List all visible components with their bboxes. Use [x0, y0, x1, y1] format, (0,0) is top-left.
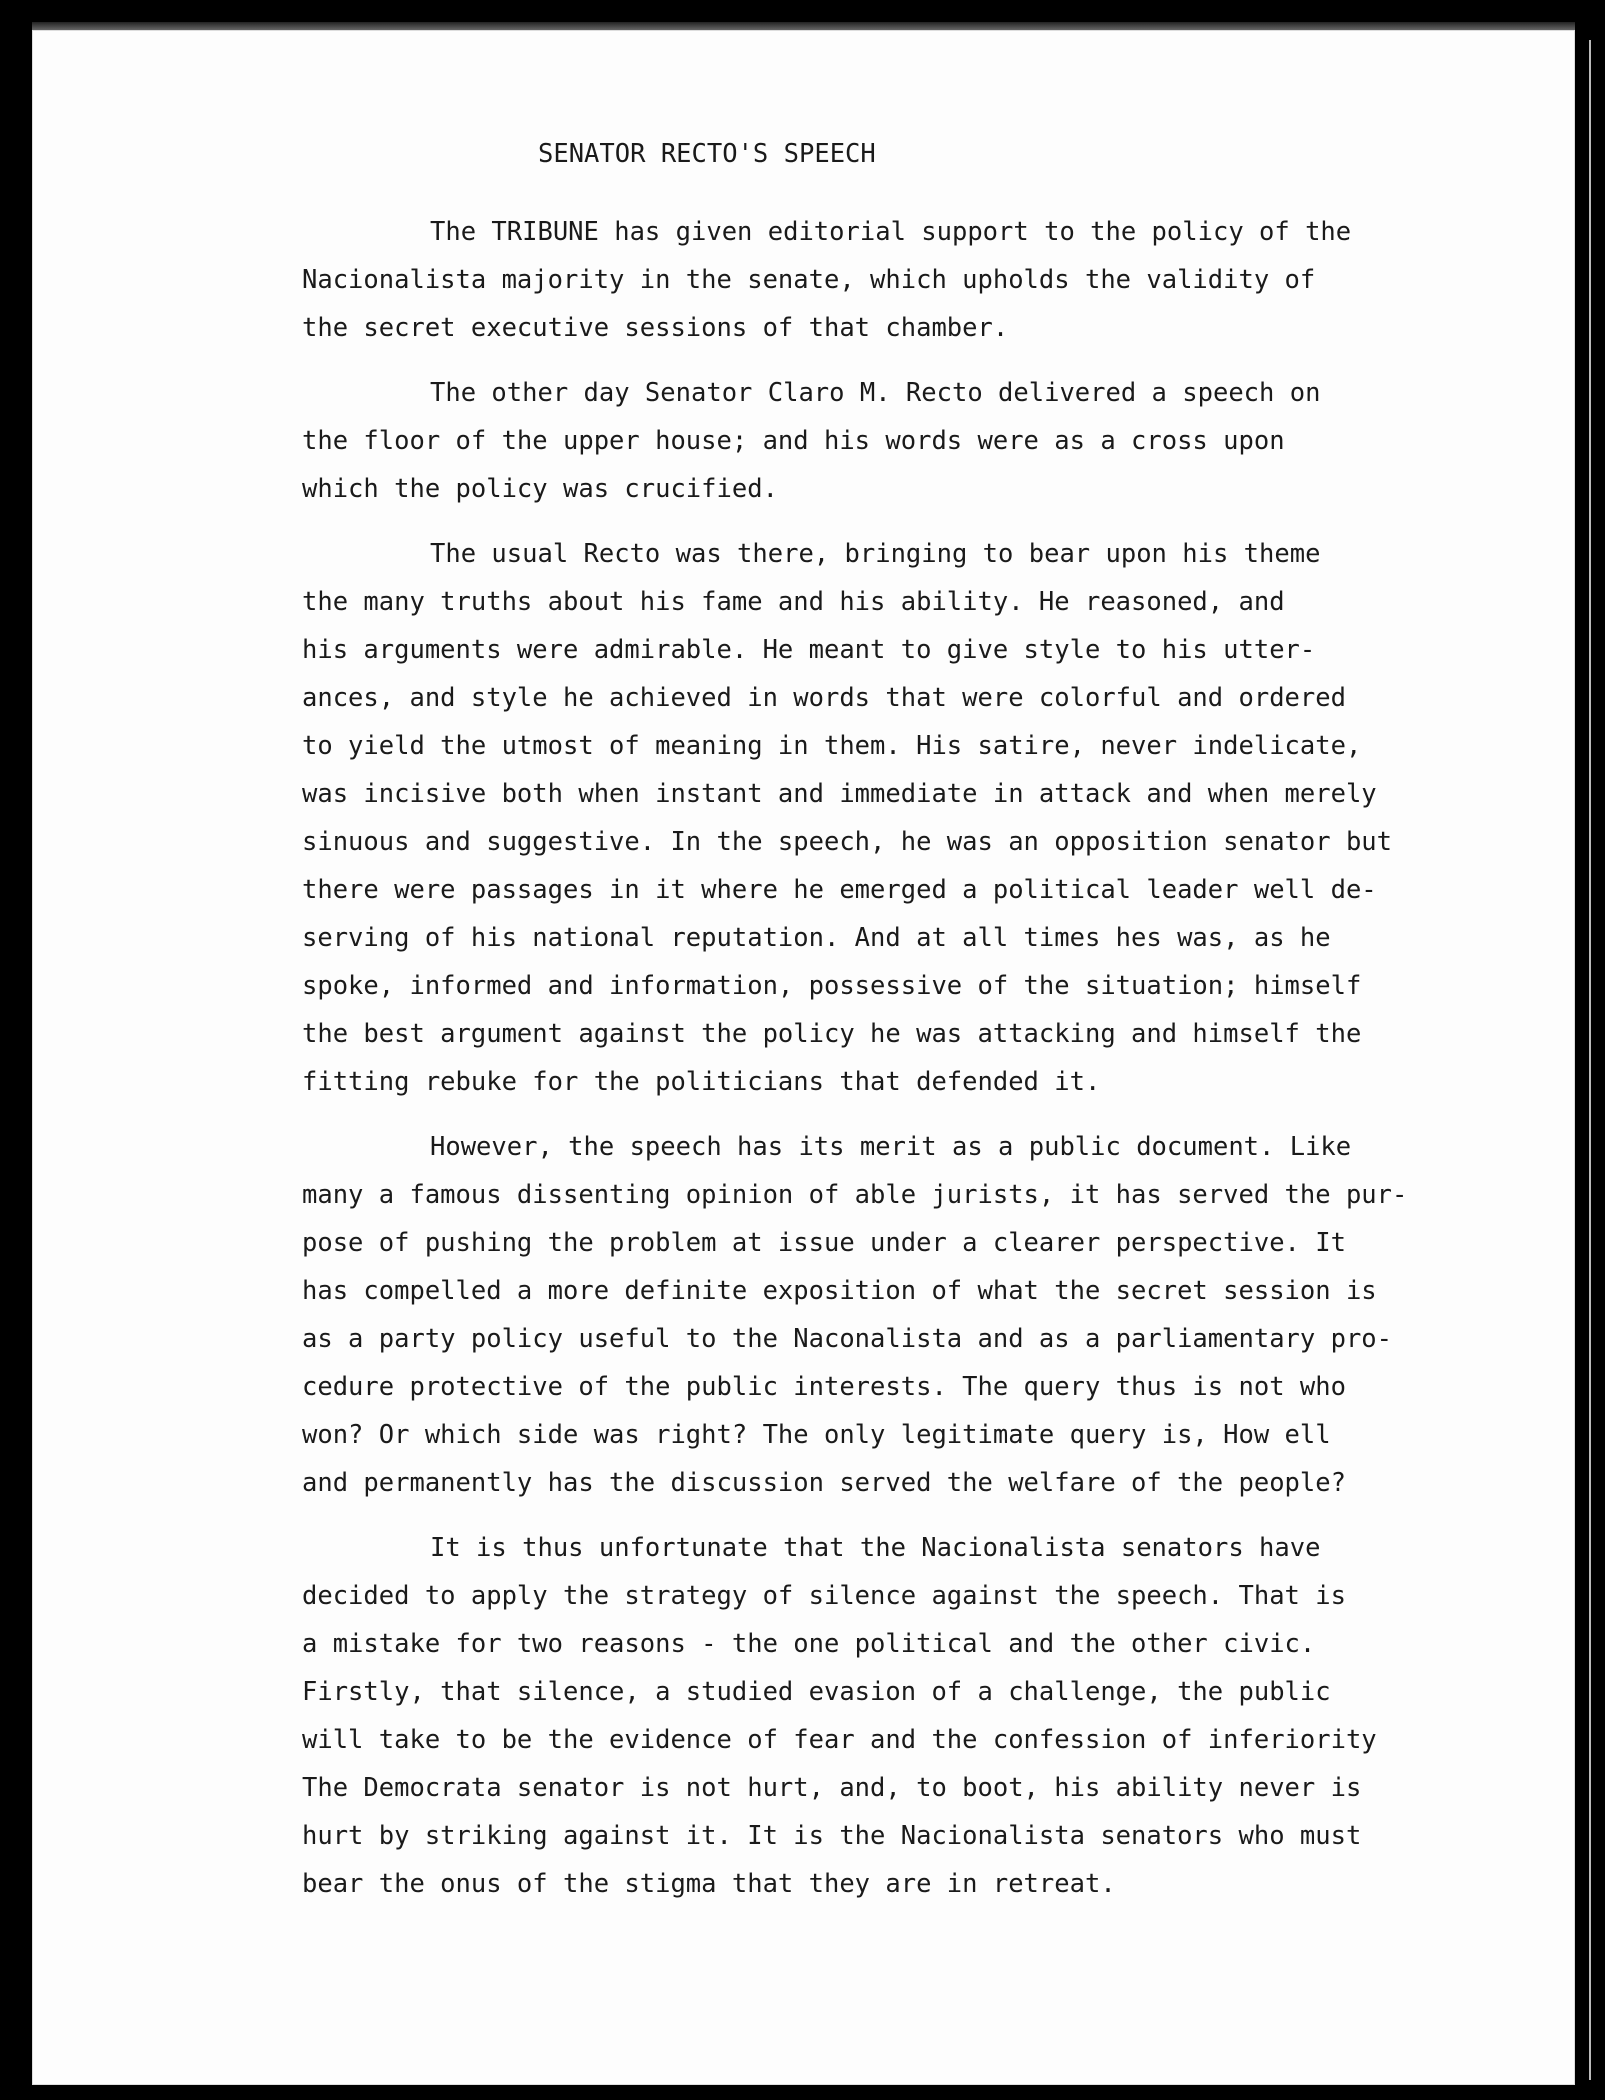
- text-line: The Democrata senator is not hurt, and, to boot, his ability never is: [302, 1773, 1362, 1803]
- text-line: The usual Recto was there, bringing to bear upon his theme: [430, 539, 1321, 569]
- text-line: won? Or which side was right? The only legitimate query is, How ell: [302, 1420, 1331, 1450]
- text-line: The other day Senator Claro M. Recto delivered a speech on: [430, 378, 1321, 408]
- text-line: the secret executive sessions of that chamber.: [302, 313, 1009, 343]
- text-line: fitting rebuke for the politicians that defended it.: [302, 1067, 1101, 1097]
- text-line: sinuous and suggestive. In the speech, he was an opposition senator but: [302, 827, 1393, 857]
- document-title: SENATOR RECTO'S SPEECH: [538, 139, 876, 169]
- document-body: [302, 130, 1462, 1925]
- paragraph-2: [302, 369, 1462, 513]
- text-line: which the policy was crucified.: [302, 474, 778, 504]
- text-line: spoke, informed and information, possessive of the situation; himself: [302, 971, 1362, 1001]
- text-line: decided to apply the strategy of silence against the speech. That is: [302, 1581, 1346, 1611]
- text-line: However, the speech has its merit as a public document. Like: [430, 1132, 1352, 1162]
- text-line: there were passages in it where he emerged a political leader well de-: [302, 875, 1377, 905]
- paragraph-3: [302, 530, 1462, 1106]
- text-line: and permanently has the discussion served the welfare of the people?: [302, 1468, 1346, 1498]
- text-line: ances, and style he achieved in words that were colorful and ordered: [302, 683, 1346, 713]
- text-line: the many truths about his fame and his ability. He reasoned, and: [302, 587, 1285, 617]
- text-line: bear the onus of the stigma that they are in retreat.: [302, 1869, 1116, 1899]
- text-line: has compelled a more definite exposition of what the secret session is: [302, 1276, 1377, 1306]
- text-line: the best argument against the policy he was attacking and himself the: [302, 1019, 1362, 1049]
- text-line: pose of pushing the problem at issue under a clearer perspective. It: [302, 1228, 1346, 1258]
- paragraph-1: [302, 208, 1462, 352]
- paragraph-5: [302, 1524, 1462, 1908]
- text-line: his arguments were admirable. He meant to give style to his utter-: [302, 635, 1316, 665]
- text-line: as a party policy useful to the Naconalista and as a parliamentary pro-: [302, 1324, 1393, 1354]
- text-line: cedure protective of the public interests. The query thus is not who: [302, 1372, 1346, 1402]
- text-line: will take to be the evidence of fear and the confession of inferiority: [302, 1725, 1377, 1755]
- text-line: the floor of the upper house; and his words were as a cross upon: [302, 426, 1285, 456]
- text-line: many a famous dissenting opinion of able jurists, it has served the pur-: [302, 1180, 1408, 1210]
- text-line: Nacionalista majority in the senate, which upholds the validity of: [302, 265, 1316, 295]
- text-line: to yield the utmost of meaning in them. His satire, never indelicate,: [302, 731, 1362, 761]
- text-line: hurt by striking against it. It is the Nacionalista senators who must: [302, 1821, 1362, 1851]
- text-line: was incisive both when instant and immediate in attack and when merely: [302, 779, 1377, 809]
- paragraph-4: [302, 1123, 1462, 1507]
- text-line: serving of his national reputation. And at all times hes was, as he: [302, 923, 1331, 953]
- text-line: The TRIBUNE has given editorial support to the policy of the: [430, 217, 1352, 247]
- page-edge: [1589, 40, 1591, 2080]
- text-line: It is thus unfortunate that the Nacionalista senators have: [430, 1533, 1321, 1563]
- text-line: Firstly, that silence, a studied evasion of a challenge, the public: [302, 1677, 1331, 1707]
- text-line: a mistake for two reasons - the one political and the other civic.: [302, 1629, 1316, 1659]
